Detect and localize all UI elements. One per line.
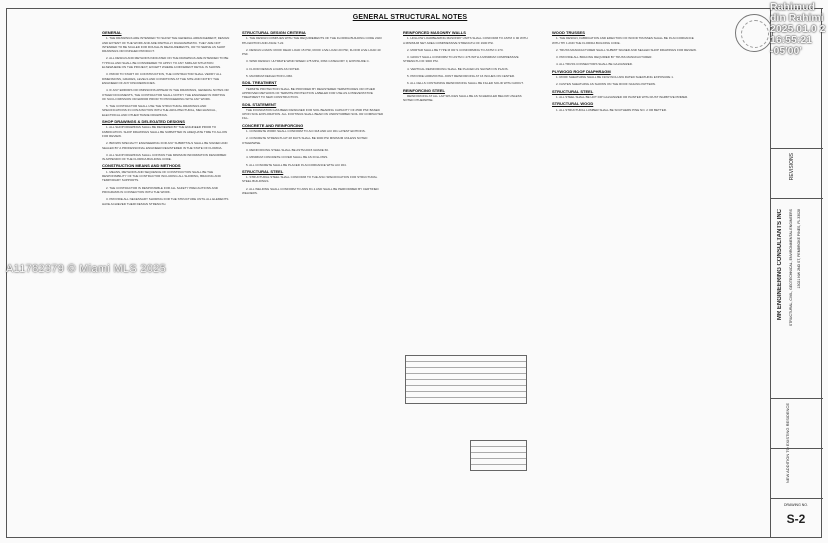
revisions-label: REVISIONS bbox=[789, 153, 795, 181]
note-paragraph: 2. ALL WELDING SHALL CONFORM TO AWS D1.1 AND SHALL BE PERFORMED BY CERTIFIED WELDERS. bbox=[242, 186, 379, 196]
note-paragraph: 1. ROOF SHEATHING SHALL BE 19/32 INCH APA RATED SHEATHING EXPOSURE 1. bbox=[556, 75, 674, 80]
note-paragraph: THE FOUNDATION HAS BEEN DESIGNED FOR SOIL BEARING CAPACITY OF 2500 PSF BASED UPON SOIL EXPLORATION. ALL FOOTINGS SHALL BEAR ON UNDISTURBED SOIL OR COMPACTED FILL. bbox=[242, 107, 384, 121]
note-paragraph: 1. THE DESIGN, FABRICATION AND ERECTION OF WOOD TRUSSES SHALL BE IN ACCORDANCE WITH TPI 1 AND THE FLORIDA BUILDING CODE. bbox=[552, 36, 694, 45]
notes-column bbox=[552, 28, 700, 115]
note-paragraph: 6. ALL CELLS CONTAINING REINFORCING SHALL BE FILLED SOLID WITH GROUT. bbox=[407, 81, 524, 86]
note-paragraph: 1. ALL SHOP DRAWINGS SHALL BE REVIEWED BY THE ENGINEER PRIOR TO FABRICATION. SHOP DRAWINGS SHALL BE SUBMITTED IN ADEQUATE TIME TO ALLOW FOR REVIEW. bbox=[102, 125, 228, 138]
note-paragraph: 5. PROVIDE HORIZONTAL JOINT REINFORCING AT 16 INCHES ON CENTER. bbox=[407, 74, 515, 79]
section-heading: STRUCTURAL WOOD bbox=[552, 101, 594, 107]
note-paragraph: 3. PRIOR TO START OF CONSTRUCTION, THE CONTRACTOR SHALL VERIFY ALL DIMENSIONS, GRADES, LEVELS AND CONDITIONS AT THE SITE AND NOTIFY THE ENGINEER OF ANY DISCREPANCIES. bbox=[102, 72, 222, 85]
note-paragraph: REINFORCING AT ALL LAP SPLICES SHALL BE AS SCHEDULED BELOW UNLESS NOTED OTHERWISE. bbox=[403, 93, 522, 103]
section-heading: REINFORCED MASONRY WALLS bbox=[403, 30, 466, 35]
page-title: GENERAL STRUCTURAL NOTES bbox=[352, 14, 468, 21]
firm-area bbox=[771, 198, 823, 398]
note-paragraph: 2. MORTAR SHALL BE TYPE M OR S CONFORMING TO ASTM C 270. bbox=[407, 47, 504, 52]
section-heading: GENERAL bbox=[102, 30, 122, 35]
note-paragraph: TERMITE PROTECTION SHALL BE PROVIDED BY REGISTERED TERMITICIDES OR OTHER APPROVED METHODS OF TERMITE PROTECTION LABELED FOR USE AS A PREVENTATIVE TREATMENT TO NEW CONSTRUCTION. bbox=[242, 86, 375, 100]
note-paragraph: 2. FASTEN SHEATHING AS SHOWN ON THE ROOF NAILING PATTERN. bbox=[556, 82, 656, 87]
note-paragraph: 4. MINIMUM CONCRETE COVER SHALL BE AS FOLLOWS. bbox=[246, 155, 329, 160]
note-paragraph: 1. ALL STRUCTURAL LUMBER SHALL BE SOUTHERN PINE NO. 2 OR BETTER. bbox=[556, 107, 667, 112]
reinforcing-table bbox=[470, 440, 527, 471]
section-heading: WOOD TRUSSES bbox=[552, 30, 585, 35]
section-heading: SOIL STATEMENT bbox=[242, 101, 277, 107]
project-area bbox=[771, 398, 823, 484]
firm-name: MR ENGINEERING CONSULTANTS INC bbox=[777, 209, 783, 321]
note-paragraph: 5. MAXIMUM DEFLECTION L/360. bbox=[246, 74, 293, 79]
info-area bbox=[771, 448, 823, 498]
section-heading: STRUCTURAL STEEL bbox=[242, 168, 284, 174]
note-paragraph: 1. HOLLOW LOADBEARING MASONRY UNITS SHALL CONFORM TO ASTM C 90 WITH A MINIMUM NET AREA COMPRESSIVE STRENGTH OF 1900 PSI. bbox=[403, 36, 528, 45]
section-heading: STRUCTURAL STEEL bbox=[552, 88, 594, 94]
note-paragraph: 1. THE DESIGN COMPLIES WITH THE REQUIREMENTS OF THE FLORIDA BUILDING CODE 2023 8TH EDITION AND ASCE 7-22. bbox=[242, 36, 382, 45]
section-heading: REINFORCING STEEL bbox=[403, 87, 446, 93]
section-heading: CONSTRUCTION MEANS AND METHODS bbox=[102, 163, 181, 169]
project-name: NEW ADDITION TO EXISTING RESIDENCE bbox=[785, 403, 790, 484]
revisions-area bbox=[771, 148, 823, 198]
notes-column bbox=[242, 28, 387, 198]
drawing-no-label: DRAWING NO. bbox=[784, 503, 808, 507]
note-paragraph: 2. BROWN SPECIALTY ENGINEERING FOR ANY SUBMITTALS SHALL BE SIGNED AND SEALED BY A PROFESSIONAL ENGINEER REGISTERED IN THE STATE OF FLORIDA. bbox=[102, 141, 228, 150]
engineer-seal bbox=[735, 14, 773, 52]
title-block bbox=[770, 8, 822, 538]
note-paragraph: 3. PROVIDE ALL BRACING REQUIRED BY TRUSS MANUFACTURER. bbox=[556, 55, 653, 60]
digital-signature-watermark: Rahimud din Rahimi 2025.01.0 2 16:55:21 -05'00' bbox=[770, 1, 826, 57]
section-heading: SOIL TREATMENT bbox=[242, 80, 277, 86]
section-heading: SHOP DRAWINGS & DELEGATED DESIGNS bbox=[102, 119, 185, 125]
notes-column bbox=[403, 28, 528, 106]
note-paragraph: 4. ALL TRUSS CONNECTORS SHALL BE GALVANIZED. bbox=[556, 62, 633, 67]
note-paragraph: 3. GROUT SHALL CONFORM TO ASTM C 476 WITH A MINIMUM COMPRESSIVE STRENGTH OF 3000 PSI. bbox=[403, 55, 519, 64]
lap-splice-schedule-table bbox=[405, 355, 527, 404]
note-paragraph: 1. MEANS, METHODS AND SEQUENCE OF CONSTRUCTION SHALL BE THE RESPONSIBILITY OF THE CONTRACTOR INCLUDING ALL SHORING, BRACING AND TEMPORARY SUPPORTS. bbox=[102, 169, 221, 183]
note-paragraph: 1. THE DRAWINGS ARE INTENDED TO SHOW THE GENERAL ARRANGEMENT, DESIGN AND EXTENT OF THE WORK AND ARE PARTIALLY DIAGRAMMATIC. THEY ARE NOT INTENDED TO BE SCALED FOR ROUGH-IN MEASUREMENTS, OR TO SERVE AS SHOP DRAWINGS OR FINISHED PRODUCT. bbox=[102, 36, 230, 54]
note-paragraph: 3. PROVIDE ALL NECESSARY SHORING FOR THE STRUCTURE UNTIL ALL ELEMENTS HAVE ACHIEVED THEIR DESIGN STRENGTH. bbox=[102, 197, 229, 206]
note-paragraph: 3. ALL SHOP DRAWINGS SHALL CONTAIN THE MINIMUM INFORMATION DESCRIBED IN APPENDIX OF THE FLORIDA BUILDING CODE. bbox=[102, 152, 227, 162]
note-paragraph: 2. TRUSS MANUFACTURER SHALL SUBMIT SIGNED AND SEALED SHOP DRAWINGS FOR REVIEW. bbox=[556, 47, 697, 52]
note-paragraph: 4. IF ANY ERRORS OR OMISSIONS APPEAR IN THE DRAWINGS, GENERAL NOTES OR OTHER DOCUMENTS, THE CONTRACTOR SHALL NOTIFY THE ENGINEER IN WRITING OF SUCH OMISSION OR ERROR PRIOR TO PROCEEDING WITH ANY WORK. bbox=[102, 88, 229, 101]
note-paragraph: 2. DESIGN LOADS: ROOF DEAD LOAD 15 PSF, ROOF LIVE LOAD 20 PSF, FLOOR LIVE LOAD 40 PSF. bbox=[242, 47, 381, 57]
mls-watermark: A11782379 © Miami MLS 2025 bbox=[6, 263, 167, 275]
note-paragraph: 3. WIND DESIGN: ULTIMATE WIND SPEED 175 MPH, RISK CATEGORY II, EXPOSURE C. bbox=[246, 59, 370, 64]
firm-address: 13021 NW 2ND ST, PEMBROKE PINES, FL 33028 bbox=[797, 209, 801, 289]
note-paragraph: 1. CONCRETE WORK SHALL CONFORM TO ACI 318 AND ACI 301 LATEST EDITIONS. bbox=[246, 129, 366, 134]
note-paragraph: 2. CONCRETE STRENGTH AT 28 DAYS SHALL BE 3000 PSI MINIMUM UNLESS NOTED OTHERWISE. bbox=[242, 136, 368, 145]
note-paragraph: 4. VERTICAL REINFORCING SHALL BE PLACED AS SHOWN ON PLANS. bbox=[407, 66, 509, 71]
note-paragraph: 4. FLOOR DESIGN LOADS AS NOTED. bbox=[246, 66, 300, 71]
sheet-number: S-2 bbox=[786, 512, 806, 526]
note-paragraph: 3. REINFORCING STEEL SHALL BE ASTM A615 GRADE 60. bbox=[246, 147, 329, 152]
note-paragraph: 1. ALL STEEL SHALL BE HOT DIP GALVANIZED OR PAINTED WITH RUST INHIBITIVE PRIMER. bbox=[556, 94, 689, 99]
note-paragraph: 5. ALL CONCRETE SHALL BE PLACED IN ACCORDANCE WITH ACI 304. bbox=[246, 162, 347, 167]
note-paragraph: 5. THE CONTRACTOR SHALL USE THE STRUCTURAL DRAWINGS AND SPECIFICATIONS IN CONJUNCTION WITH THE ARCHITECTURAL, MECHANICAL, ELECTRICAL AND OTHER TRADE DRAWINGS. bbox=[102, 104, 217, 117]
firm-subtitle: STRUCTURAL, CIVIL, GEOTECHNICAL, ENVIRONMENTAL ENGINEERS bbox=[789, 209, 793, 327]
section-heading: CONCRETE AND REINFORCING bbox=[242, 122, 304, 128]
note-paragraph: 1. STRUCTURAL STEEL SHALL CONFORM TO THE AISC SPECIFICATION FOR STRUCTURAL STEEL BUILDINGS. bbox=[242, 175, 378, 184]
notes-column bbox=[102, 28, 230, 209]
note-paragraph: 2. THE CONTRACTOR IS RESPONSIBLE FOR ALL SAFETY PRECAUTIONS AND PROGRAMS IN CONNECTION WITH THE WORK. bbox=[102, 185, 218, 194]
section-heading: STRUCTURAL DESIGN CRITERIA bbox=[242, 30, 306, 35]
note-paragraph: 2. ALL DESIGN AND METHODS INDICATED ON THE DRAWINGS ARE INTENDED TO BE TYPICAL AND SHALL BE CONSIDERED TO APPLY TO ANY SIMILAR SITUATION ELSEWHERE ON THE PROJECT, EXCEPT WHERE A DIFFERENT DETAIL IS SHOWN. bbox=[102, 56, 229, 70]
section-heading: PLYWOOD ROOF DIAPHRAGM bbox=[552, 68, 611, 74]
